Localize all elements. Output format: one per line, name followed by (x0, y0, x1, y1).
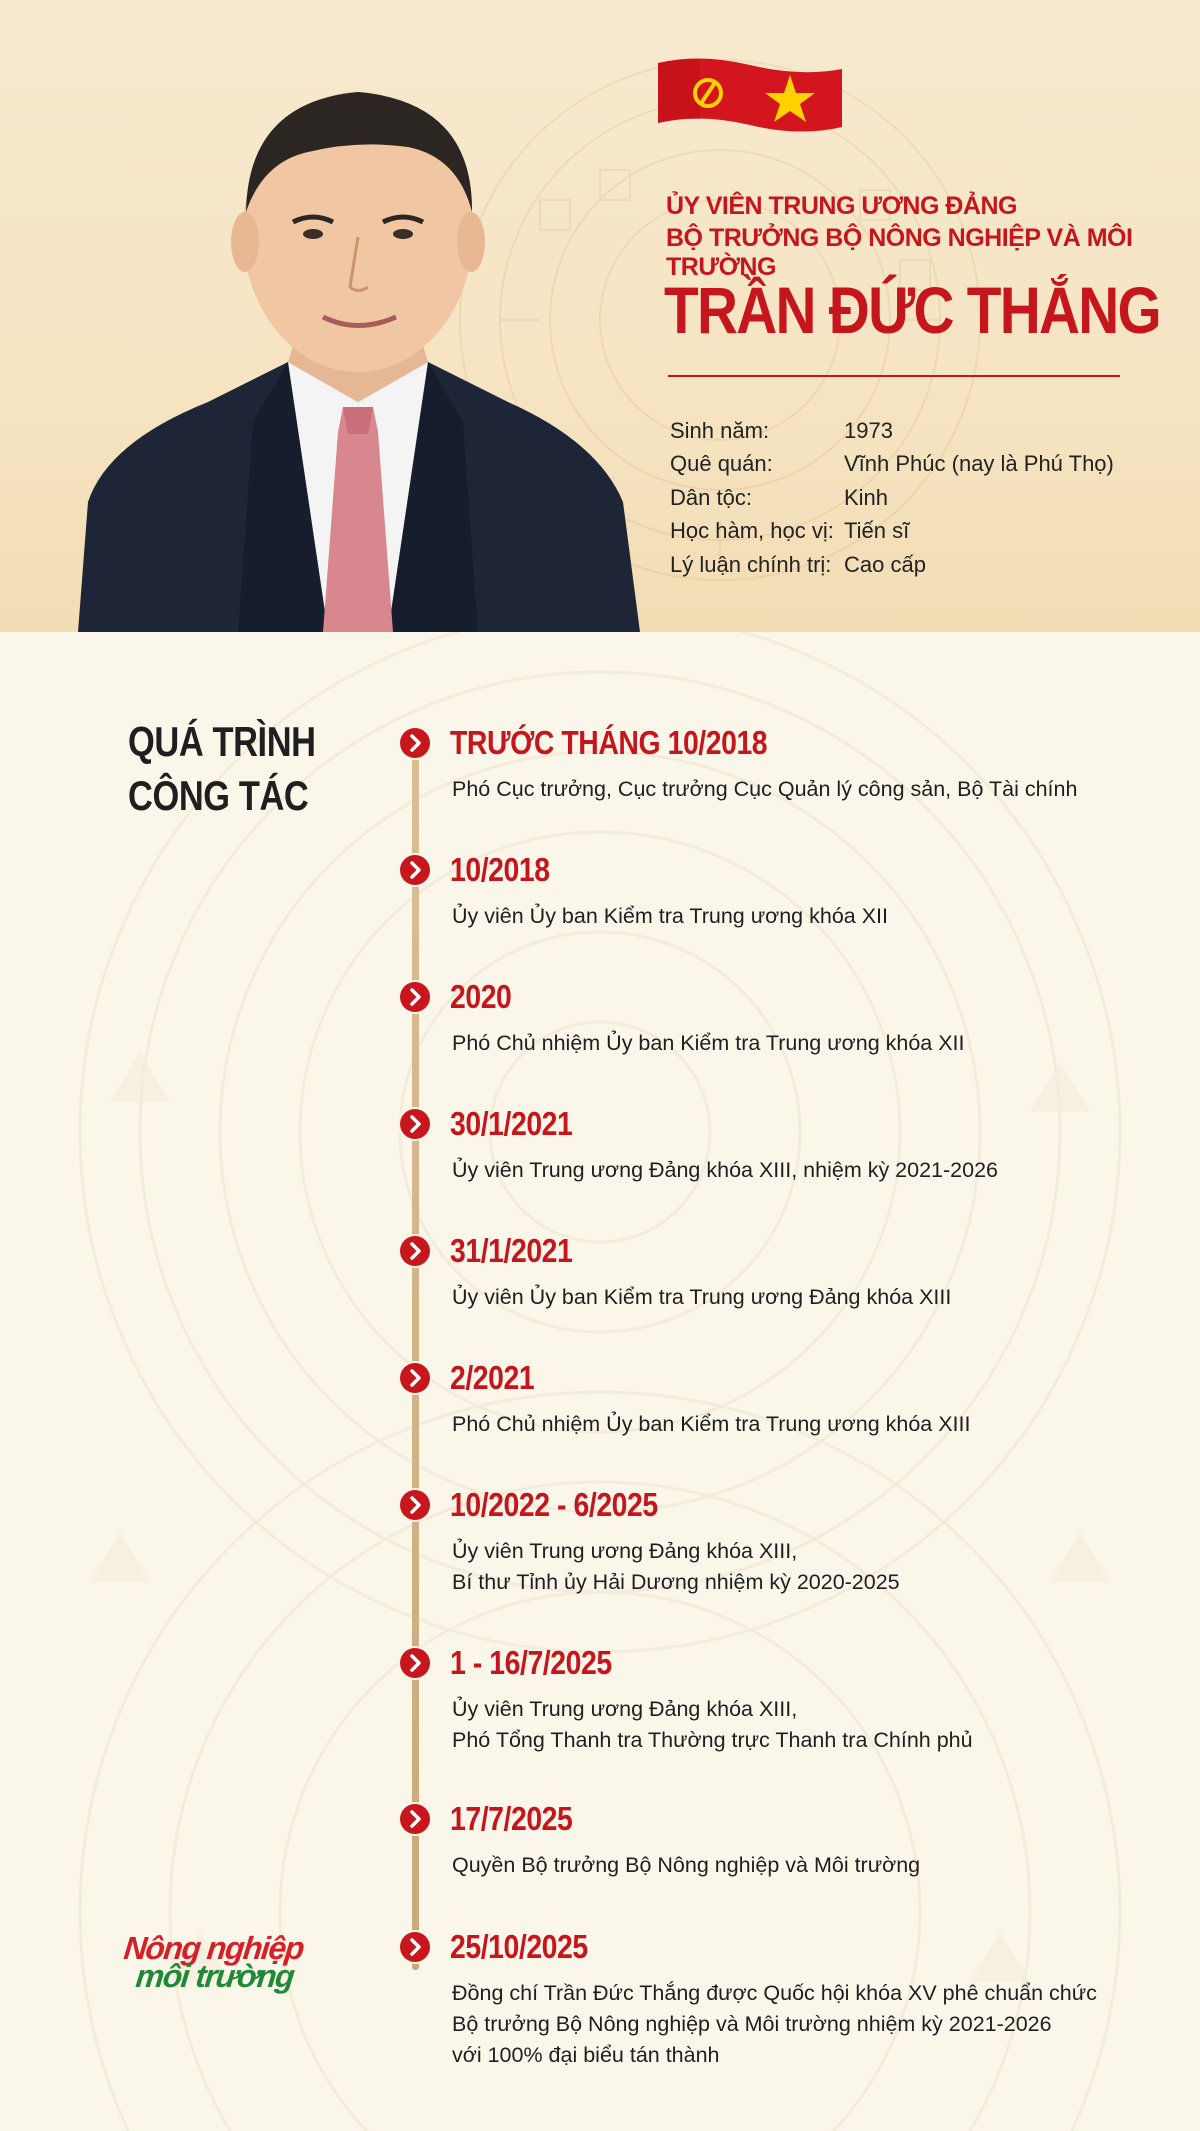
name-divider (668, 375, 1120, 377)
chevron-right-icon (400, 728, 430, 758)
timeline-description (452, 1536, 900, 1598)
profile-label: Dân tộc: (670, 485, 752, 510)
timeline-date: 2/2021 (450, 1359, 535, 1396)
timeline-description (452, 1694, 973, 1756)
description-line: Ủy viên Trung ương Đảng khóa XIII, (452, 1539, 798, 1563)
timeline-description (452, 1282, 951, 1313)
description-line: Đồng chí Trần Đức Thắng được Quốc hội khóa XV phê chuẩn chức (452, 1981, 1097, 2005)
logo-line-1: Nông nghiệp (122, 1930, 305, 1966)
description-line: Bộ trưởng Bộ Nông nghiệp và Môi trường nhiệm kỳ 2021-2026 (452, 2012, 1052, 2036)
description-line: Phó Tổng Thanh tra Thường trực Thanh tra Chính phủ (452, 1728, 973, 1752)
chevron-right-icon (400, 855, 430, 885)
timeline-description (452, 1850, 920, 1881)
timeline-date: 1 - 16/7/2025 (450, 1644, 612, 1681)
newspaper-logo (120, 1930, 340, 1998)
description-line: Phó Cục trưởng, Cục trưởng Cục Quản lý công sản, Bộ Tài chính (452, 777, 1078, 801)
chevron-right-icon (400, 1236, 430, 1266)
timeline-description (452, 901, 888, 932)
timeline-description (452, 1978, 1097, 2071)
chevron-right-icon (400, 1648, 430, 1678)
profile-value: Tiến sĩ (844, 518, 910, 543)
career-heading-line-2: CÔNG TÁC (128, 772, 309, 819)
timeline-description (452, 1028, 965, 1059)
timeline-description (452, 1409, 970, 1440)
timeline-description (452, 1155, 998, 1186)
timeline-date: 31/1/2021 (450, 1232, 573, 1269)
chevron-right-icon (400, 1490, 430, 1520)
chevron-right-icon (400, 1804, 430, 1834)
description-line: Ủy viên Ủy ban Kiểm tra Trung ương Đảng khóa XIII (452, 1285, 952, 1309)
timeline-date: 2020 (450, 978, 512, 1015)
description-line: với 100% đại biểu tán thành (452, 2043, 720, 2067)
timeline-date: 30/1/2021 (450, 1105, 573, 1142)
timeline-line (412, 738, 419, 1970)
chevron-right-icon (400, 1109, 430, 1139)
profile-label: Lý luận chính trị: (670, 552, 832, 577)
description-line: Phó Chủ nhiệm Ủy ban Kiểm tra Trung ương khóa XII (452, 1031, 965, 1055)
header-band (0, 0, 1200, 632)
timeline-date: 10/2022 - 6/2025 (450, 1486, 658, 1523)
profile-value: Kinh (844, 485, 889, 510)
career-heading-line-1: QUÁ TRÌNH (128, 718, 316, 765)
timeline-date: 25/10/2025 (450, 1928, 588, 1965)
profile-label: Quê quán: (670, 451, 773, 476)
drum-pattern-background (0, 632, 1200, 2131)
description-line: Phó Chủ nhiệm Ủy ban Kiểm tra Trung ương khóa XIII (452, 1412, 971, 1436)
party-and-national-flag (650, 55, 850, 140)
description-line: Quyền Bộ trưởng Bộ Nông nghiệp và Môi trường (452, 1853, 921, 1877)
timeline-date: 10/2018 (450, 851, 550, 888)
timeline-date: TRƯỚC THÁNG 10/2018 (450, 724, 768, 761)
description-line: Ủy viên Trung ương Đảng khóa XIII, nhiệm kỳ 2021-2026 (452, 1158, 998, 1182)
profile-value: Vĩnh Phúc (nay là Phú Thọ) (844, 451, 1114, 476)
chevron-right-icon (400, 982, 430, 1012)
profile-value: 1973 (844, 418, 893, 443)
description-line: Ủy viên Trung ương Đảng khóa XIII, (452, 1697, 798, 1721)
description-line: Ủy viên Ủy ban Kiểm tra Trung ương khóa XII (452, 904, 888, 928)
title-party-member: ỦY VIÊN TRUNG ƯƠNG ĐẢNG (666, 192, 1017, 220)
profile-label: Sinh năm: (670, 418, 770, 443)
profile-label: Học hàm, học vị: (670, 518, 834, 543)
portrait-photo (78, 62, 640, 632)
chevron-right-icon (400, 1363, 430, 1393)
timeline-description (452, 774, 1077, 805)
person-name: TRẦN ĐỨC THẮNG (664, 273, 1160, 347)
timeline-date: 17/7/2025 (450, 1800, 573, 1837)
logo-line-2: môi trường (134, 1958, 296, 1994)
profile-value: Cao cấp (844, 552, 926, 577)
title-minister: BỘ TRƯỞNG BỘ NÔNG NGHIỆP VÀ MÔI TRƯỜNG (666, 224, 1133, 281)
chevron-right-icon (400, 1932, 430, 1962)
description-line: Bí thư Tỉnh ủy Hải Dương nhiệm kỳ 2020-2025 (452, 1570, 900, 1594)
